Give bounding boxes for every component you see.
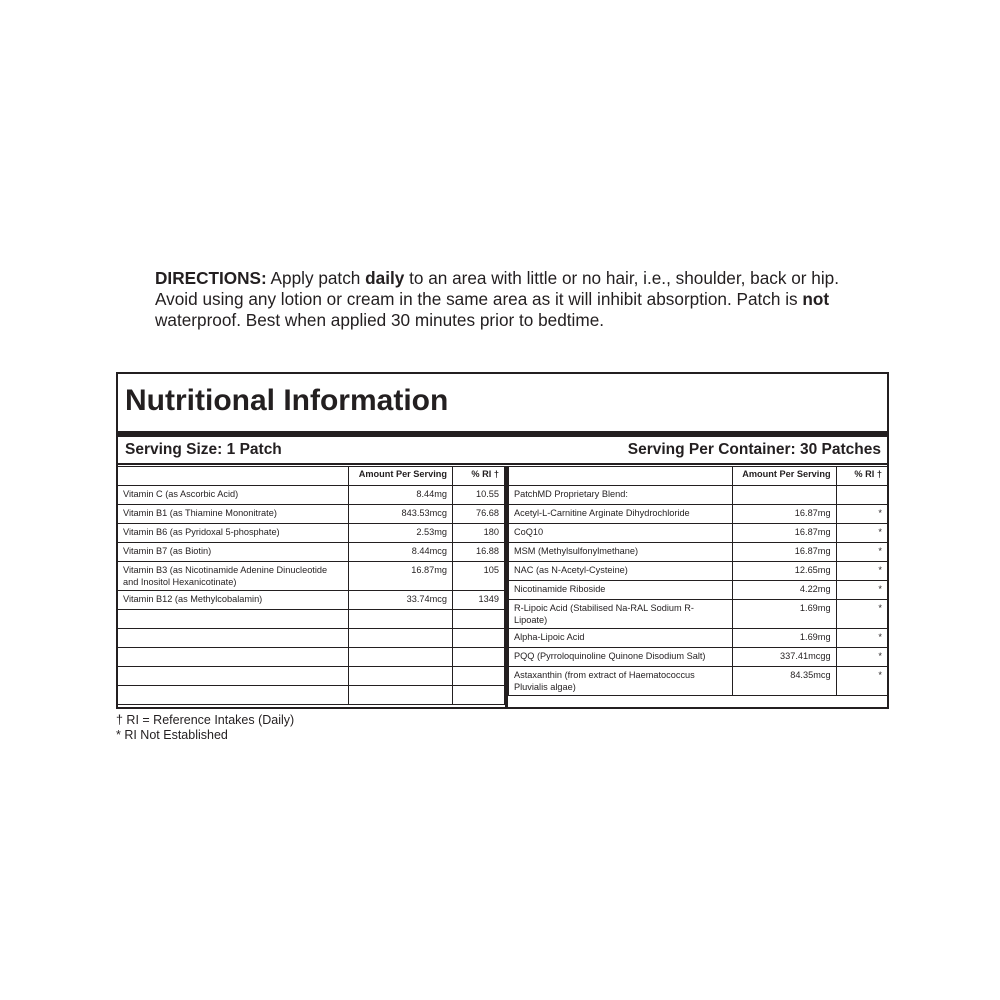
vitamin-amount: 33.74mcg (349, 591, 453, 610)
directions-part2: to an area with little or no hair, i.e., shoulder, back or hip. Avoid using any lotion or cream in the same area as it will inhibit absorption. Patch is (155, 268, 840, 309)
blend-amount: 16.87mg (732, 505, 836, 524)
vitamin-row (118, 629, 505, 648)
blend-name: Alpha-Lipoic Acid (509, 629, 733, 648)
blend-row (509, 667, 888, 696)
directions-text (155, 268, 875, 331)
blend-label: PatchMD Proprietary Blend: (509, 486, 733, 505)
blend-header-name (509, 467, 733, 486)
blend-name: MSM (Methylsulfonylmethane) (509, 543, 733, 562)
vitamin-name (118, 648, 349, 667)
blend-ri: * (836, 562, 887, 581)
blend-ri: * (836, 543, 887, 562)
vitamins-header-ri: % RI † (453, 467, 505, 486)
vitamin-row (118, 648, 505, 667)
vitamin-name: Vitamin C (as Ascorbic Acid) (118, 486, 349, 505)
blend-row (509, 505, 888, 524)
vitamin-row (118, 562, 505, 591)
vitamin-name: Vitamin B12 (as Methylcobalamin) (118, 591, 349, 610)
blend-ri: * (836, 600, 887, 629)
panel-divider-thin (118, 463, 887, 465)
vitamin-ri: 76.68 (453, 505, 505, 524)
blend-row (509, 562, 888, 581)
blend-name: Acetyl-L-Carnitine Arginate Dihydrochloride (509, 505, 733, 524)
vitamin-ri (453, 686, 505, 705)
vitamin-amount: 16.87mg (349, 562, 453, 591)
footnote-ri-reference: † RI = Reference Intakes (Daily) (116, 713, 295, 727)
vitamin-row (118, 610, 505, 629)
footnotes (116, 713, 294, 743)
blend-label-amount (732, 486, 836, 505)
vitamins-table (118, 466, 505, 705)
blend-amount: 337.41mcgg (732, 648, 836, 667)
serving-size: Serving Size: 1 Patch (125, 441, 282, 458)
vitamin-amount (349, 629, 453, 648)
vitamin-name: Vitamin B1 (as Thiamine Mononitrate) (118, 505, 349, 524)
vitamin-amount (349, 686, 453, 705)
blend-row (509, 600, 888, 629)
blend-label-ri (836, 486, 887, 505)
panel-divider-thick (118, 431, 887, 437)
blend-amount: 84.35mcg (732, 667, 836, 696)
vitamin-amount (349, 648, 453, 667)
blend-amount: 12.65mg (732, 562, 836, 581)
vitamin-ri: 105 (453, 562, 505, 591)
blend-label-row (509, 486, 888, 505)
blend-amount: 1.69mg (732, 629, 836, 648)
serving-per-container: Serving Per Container: 30 Patches (627, 441, 881, 458)
blend-ri: * (836, 524, 887, 543)
blend-name: Astaxanthin (from extract of Haematococcus Pluvialis algae) (509, 667, 733, 696)
panel-title: Nutritional Information (125, 384, 449, 417)
vitamins-header-amount: Amount Per Serving (349, 467, 453, 486)
blend-row (509, 581, 888, 600)
nutrition-panel (116, 372, 889, 709)
vitamin-ri (453, 648, 505, 667)
vitamin-name: Vitamin B7 (as Biotin) (118, 543, 349, 562)
vitamin-ri: 180 (453, 524, 505, 543)
blend-amount: 16.87mg (732, 524, 836, 543)
blend-header-row (509, 467, 888, 486)
vitamin-name (118, 610, 349, 629)
blend-table (508, 466, 887, 696)
vitamin-amount: 8.44mcg (349, 543, 453, 562)
blend-header-amount: Amount Per Serving (732, 467, 836, 486)
vitamin-row (118, 524, 505, 543)
vitamin-amount: 8.44mg (349, 486, 453, 505)
blend-ri: * (836, 629, 887, 648)
vitamin-row (118, 686, 505, 705)
vitamin-name (118, 629, 349, 648)
directions-part1: Apply patch (266, 268, 366, 288)
blend-name: R-Lipoic Acid (Stabilised Na-RAL Sodium R-Lipoate) (509, 600, 733, 629)
vitamin-amount (349, 667, 453, 686)
blend-amount: 1.69mg (732, 600, 836, 629)
blend-row (509, 524, 888, 543)
blend-name: Nicotinamide Riboside (509, 581, 733, 600)
vitamin-row (118, 667, 505, 686)
vitamins-header-name (118, 467, 349, 486)
vitamin-row (118, 505, 505, 524)
blend-row (509, 629, 888, 648)
vitamins-header-row (118, 467, 505, 486)
blend-ri: * (836, 581, 887, 600)
vitamin-ri: 10.55 (453, 486, 505, 505)
vitamin-ri (453, 610, 505, 629)
vitamin-amount: 843.53mcg (349, 505, 453, 524)
vitamin-row (118, 543, 505, 562)
vitamin-name: Vitamin B3 (as Nicotinamide Adenine Dinucleotide and Inositol Hexanicotinate) (118, 562, 349, 591)
blend-ri: * (836, 505, 887, 524)
serving-row (118, 438, 887, 464)
vitamin-ri: 1349 (453, 591, 505, 610)
vitamin-amount: 2.53mg (349, 524, 453, 543)
vitamin-ri: 16.88 (453, 543, 505, 562)
footnote-ri-not-established: * RI Not Established (116, 728, 228, 742)
vitamin-name (118, 686, 349, 705)
blend-name: NAC (as N-Acetyl-Cysteine) (509, 562, 733, 581)
blend-row (509, 648, 888, 667)
blend-amount: 16.87mg (732, 543, 836, 562)
vitamin-name: Vitamin B6 (as Pyridoxal 5-phosphate) (118, 524, 349, 543)
blend-header-ri: % RI † (836, 467, 887, 486)
directions-label: DIRECTIONS: (155, 268, 267, 288)
vitamin-row (118, 486, 505, 505)
blend-ri: * (836, 667, 887, 696)
vitamin-row (118, 591, 505, 610)
vitamin-amount (349, 610, 453, 629)
directions-part3: waterproof. Best when applied 30 minutes prior to bedtime. (155, 310, 605, 330)
blend-amount: 4.22mg (732, 581, 836, 600)
blend-name: CoQ10 (509, 524, 733, 543)
blend-name: PQQ (Pyrroloquinoline Quinone Disodium Salt) (509, 648, 733, 667)
vitamin-name (118, 667, 349, 686)
directions-bold-daily: daily (365, 268, 405, 288)
blend-row (509, 543, 888, 562)
vitamin-ri (453, 629, 505, 648)
vitamin-ri (453, 667, 505, 686)
blend-ri: * (836, 648, 887, 667)
directions-bold-not: not (802, 289, 830, 309)
